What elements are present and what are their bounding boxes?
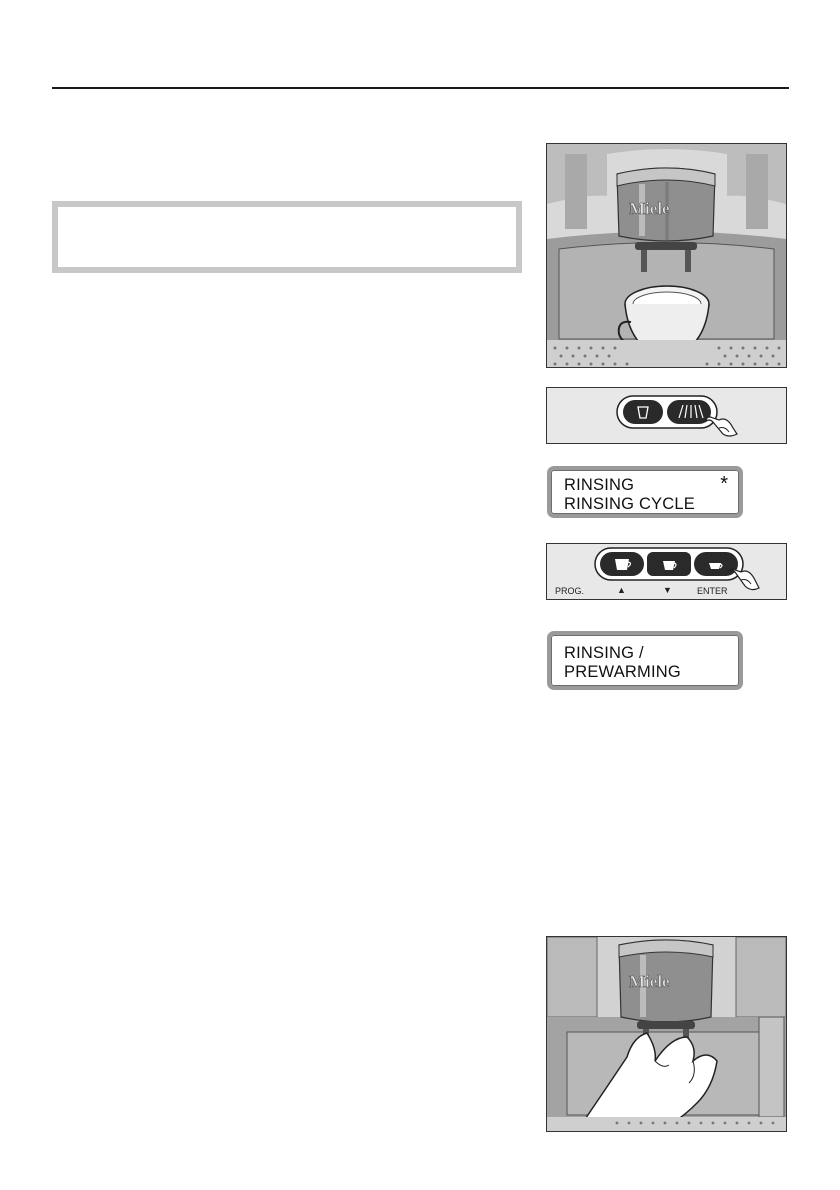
display-line-2: PREWARMING (564, 663, 681, 681)
down-arrow-icon: ▼ (663, 585, 672, 595)
display-line-2: RINSING CYCLE (564, 495, 695, 513)
display-line-1: RINSING (564, 476, 635, 494)
pointing-hand-icon (705, 417, 737, 436)
note-box (52, 201, 522, 273)
enter-button-panel-illustration (546, 543, 787, 600)
enter-label: ENTER (697, 586, 728, 596)
up-arrow-icon: ▲ (617, 585, 626, 595)
miele-logo: Miele (629, 199, 670, 218)
rinse-button-panel-illustration (546, 387, 787, 444)
prewarming-display (547, 631, 743, 690)
display-line-1: RINSING / (564, 644, 644, 662)
prog-label: PROG. (555, 586, 585, 596)
rinsing-display (547, 466, 743, 518)
miele-logo: Miele (629, 972, 670, 991)
progress-indicator: * (720, 473, 728, 495)
coffee-spout-with-cup-illustration (546, 143, 787, 368)
hand-adjusting-spout-illustration (546, 936, 787, 1132)
header-rule (52, 87, 789, 89)
